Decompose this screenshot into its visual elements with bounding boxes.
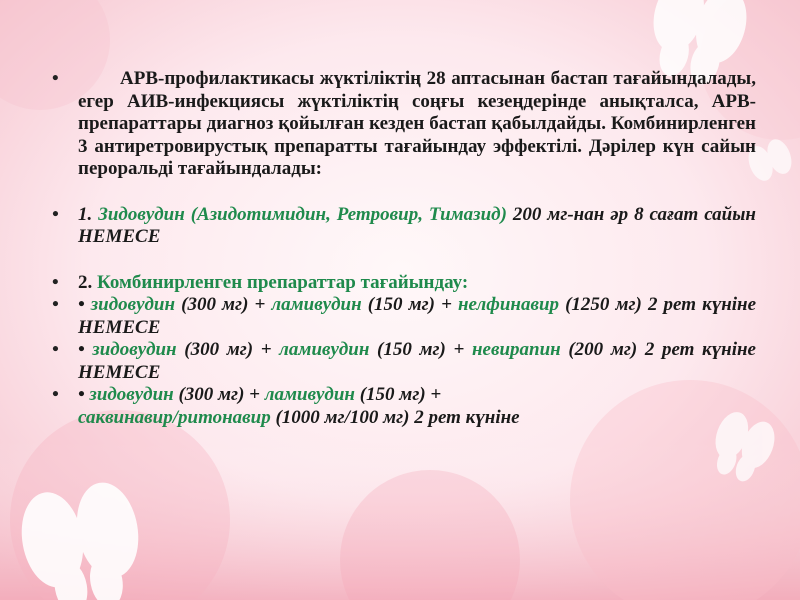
bullet-marker: • — [52, 384, 59, 405]
drug-name: ламивудин — [264, 384, 355, 405]
intro-text: АРВ-профилактикасы жүктіліктің 28 аптасынан бастап тағайындалады, егер АИВ-инфекциясы жүктіліктің соңғы кезеңдерінде анықталса, АРВ-препараттары диагноз қойылған кезден бастап қабылдайды. Комбинирленген 3 антиретровирустық препаратты тағайындау эффектілі. Дәрілер күн сайын перорaльді тағайындалады: — [78, 68, 756, 179]
drug-name: саквинавир/ритонавир — [78, 406, 271, 428]
drug-name: нелфинавир — [457, 294, 560, 315]
paragraph-option-1 — [52, 204, 756, 249]
drug-name: невирапин — [471, 339, 561, 360]
option-number: 2. — [78, 271, 97, 293]
dosage-text: (1250 мг) 2 рет күніне НЕМЕСЕ — [78, 294, 757, 338]
drug-name: Зидовудин (Азидотимидин, Ретровир, Тимазид) — [98, 203, 507, 225]
dosage-text: (300 мг) + — [173, 384, 265, 405]
dosage-text: (300 мг) + — [176, 339, 280, 360]
dosage-text: (150 мг) + — [354, 384, 442, 405]
drug-name: зидовудин — [89, 384, 174, 405]
sub-bullet: • — [78, 384, 90, 405]
regimen-1 — [52, 294, 756, 339]
bullet-marker: • — [52, 294, 59, 315]
sub-bullet: • — [78, 339, 93, 360]
drug-name: зидовудин — [92, 339, 177, 360]
dosage-text: (200 мг) 2 рет күніне НЕМЕСЕ — [78, 339, 756, 383]
dosage-text: (150 мг) + — [361, 294, 458, 315]
drug-name: ламивудин — [271, 294, 362, 315]
dosage-text: (150 мг) + — [369, 339, 472, 360]
slide-body — [52, 68, 756, 429]
bullet-marker: • — [52, 203, 59, 225]
paragraph-option-2 — [52, 272, 756, 295]
regimen-3 — [52, 384, 756, 429]
bullet-marker: • — [52, 339, 59, 360]
dosage-text: (300 мг) + — [175, 294, 272, 315]
sub-bullet: • — [78, 294, 91, 315]
bullet-marker: • — [52, 68, 59, 89]
option-number: 1. — [78, 203, 99, 225]
regimen-2 — [52, 339, 756, 384]
dosage-text: (1000 мг/100 мг) 2 рет күніне — [270, 406, 520, 428]
drug-name: ламивудин — [279, 339, 370, 360]
option-heading: Комбинирленген препараттар тағайындау: — [97, 271, 469, 293]
drug-name: зидовудин — [90, 294, 176, 315]
dosage-text: 200 мг-нан әр 8 сағат сайын НЕМЕСЕ — [78, 203, 756, 247]
paragraph-intro — [52, 68, 756, 181]
bullet-marker: • — [52, 271, 59, 293]
